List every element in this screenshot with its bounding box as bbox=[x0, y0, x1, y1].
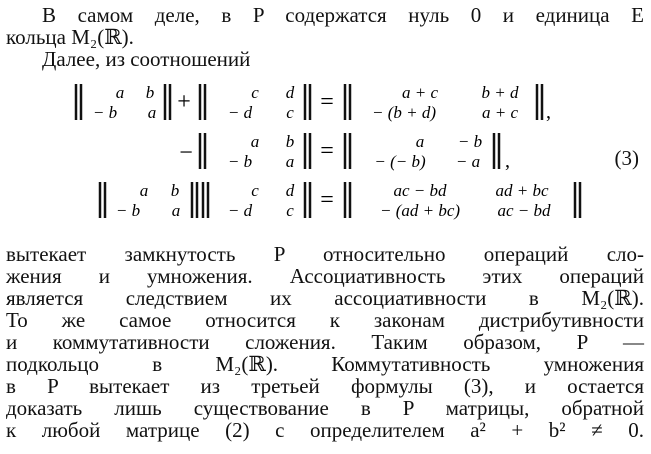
matrix-cell: d bbox=[285, 83, 295, 102]
formula-row-1 bbox=[76, 83, 551, 123]
body-line: и коммутативности сложения. Таким образом, P — bbox=[6, 330, 644, 354]
matrix-cell: − (ad + bc) bbox=[379, 201, 461, 220]
matrix-cell: ad + bc bbox=[495, 181, 549, 200]
trailing-comma: , bbox=[505, 150, 510, 172]
body-line: То же самое относится к законам дистрибутивности bbox=[6, 308, 644, 332]
equation-number: (3) bbox=[614, 146, 639, 170]
matrix-cell: b + d bbox=[481, 83, 519, 102]
body-line: к любой матрице (2) с определителем a² + b² ≠ 0. bbox=[6, 418, 644, 442]
body-line: жения и умножения. Ассоциативность этих операций bbox=[6, 264, 644, 288]
matrix-cell: − b bbox=[227, 152, 253, 171]
matrix-cell: − d bbox=[227, 103, 253, 122]
matrix-cell: d bbox=[285, 181, 295, 200]
intro-line-1: В самом деле, в P содержатся нуль 0 и единица E bbox=[42, 3, 644, 27]
matrix-formulas bbox=[0, 80, 651, 230]
trailing-comma: , bbox=[546, 101, 551, 123]
matrix-cell: b bbox=[145, 83, 155, 102]
matrix-cell: c bbox=[251, 83, 259, 102]
body-line: вытекает замкнутость P относительно операций сло- bbox=[6, 242, 644, 266]
matrix-cell: a bbox=[250, 132, 260, 151]
matrix-cell: − (b + d) bbox=[371, 103, 437, 122]
matrix-cell: a bbox=[147, 103, 157, 122]
body-line: является следствием их ассоциативности в M₂(ℝ). bbox=[6, 286, 644, 310]
matrix-cell: − a bbox=[455, 152, 481, 171]
formula-row-3 bbox=[100, 181, 580, 220]
matrix-cell: a bbox=[285, 152, 295, 171]
matrix-cell: a + c bbox=[481, 103, 519, 122]
matrix-cell: − b bbox=[457, 132, 483, 151]
matrix-cell: − d bbox=[227, 201, 253, 220]
matrix-cell: b bbox=[285, 132, 295, 151]
matrix-cell: c bbox=[251, 181, 259, 200]
equals-operator: = bbox=[320, 89, 334, 115]
matrix-cell: a + c bbox=[401, 83, 439, 102]
equals-operator: = bbox=[320, 138, 334, 164]
matrix-cell: − b bbox=[115, 201, 141, 220]
body-line: доказать лишь существование в P матрицы, обратной bbox=[6, 396, 644, 420]
matrix-cell: b bbox=[170, 181, 180, 200]
formula-row-2 bbox=[179, 132, 510, 172]
matrix-cell: − b bbox=[92, 103, 118, 122]
plus-operator: + bbox=[177, 89, 191, 115]
matrix-cell: ac − bd bbox=[497, 201, 551, 220]
matrix-cell: c bbox=[286, 103, 294, 122]
intro-line-2: кольца M₂(ℝ). bbox=[6, 25, 134, 49]
matrix-cell: a bbox=[171, 201, 181, 220]
matrix-cell: a bbox=[139, 181, 149, 200]
minus-prefix: − bbox=[179, 140, 193, 166]
equals-operator: = bbox=[320, 187, 334, 213]
intro-paragraph bbox=[6, 4, 644, 70]
body-paragraph bbox=[6, 243, 644, 441]
matrix-cell: ac − bd bbox=[393, 181, 447, 200]
formula-canvas bbox=[0, 80, 651, 230]
body-line: подкольцо в M₂(ℝ). Коммутативность умножения bbox=[6, 352, 644, 376]
matrix-cell: − (− b) bbox=[374, 152, 426, 171]
matrix-cell: a bbox=[415, 132, 425, 151]
intro-line-3: Далее, из соотношений bbox=[42, 47, 251, 71]
matrix-cell: c bbox=[286, 201, 294, 220]
body-line: в P вытекает из третьей формулы (3), и остается bbox=[6, 374, 644, 398]
matrix-cell: a bbox=[115, 83, 125, 102]
